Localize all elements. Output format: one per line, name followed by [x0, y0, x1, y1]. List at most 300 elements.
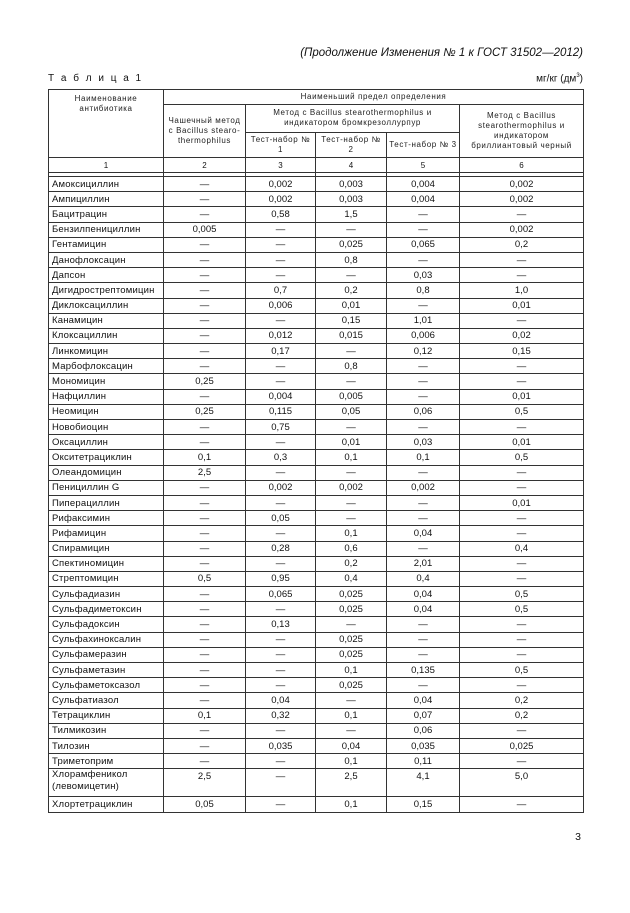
table-row	[49, 465, 584, 480]
limit-value-cell: —	[164, 738, 246, 753]
limit-value-cell: 0,13	[246, 617, 316, 632]
table-row	[49, 268, 584, 283]
antibiotic-name-cell: Хлорамфеникол (левомицетин)	[49, 769, 164, 797]
antibiotic-name-cell: Пенициллин G	[49, 480, 164, 495]
column-number: 3	[246, 158, 316, 173]
limit-value-cell: —	[246, 797, 316, 812]
table-row	[49, 177, 584, 192]
table-row	[49, 556, 584, 571]
limit-value-cell: —	[387, 617, 460, 632]
antibiotic-name-cell: Марбофлоксацин	[49, 359, 164, 374]
antibiotic-name-cell: Сульфаметазин	[49, 663, 164, 678]
antibiotic-name-cell: Бацитрацин	[49, 207, 164, 222]
table-row	[49, 435, 584, 450]
column-number: 1	[49, 158, 164, 173]
limit-value-cell: —	[387, 632, 460, 647]
limit-value-cell: 0,1	[387, 450, 460, 465]
limit-value-cell: —	[387, 495, 460, 510]
limit-value-cell: —	[164, 602, 246, 617]
limit-value-cell: —	[460, 313, 584, 328]
limit-value-cell: 0,04	[246, 693, 316, 708]
antibiotic-name-cell: Линкомицин	[49, 344, 164, 359]
limit-value-cell: 0,75	[246, 420, 316, 435]
antibiotic-name-cell: Олеандомицин	[49, 465, 164, 480]
limit-value-cell: —	[164, 192, 246, 207]
limit-value-cell: 0,003	[316, 192, 387, 207]
table-row	[49, 571, 584, 586]
limit-value-cell: —	[460, 480, 584, 495]
limit-value-cell: 0,06	[387, 404, 460, 419]
limit-value-cell: 0,004	[387, 177, 460, 192]
antibiotic-name-cell: Дапсон	[49, 268, 164, 283]
limit-value-cell: —	[246, 465, 316, 480]
column-number: 6	[460, 158, 584, 173]
antibiotic-name-cell: Дигидрострептомицин	[49, 283, 164, 298]
limit-value-cell: 0,04	[316, 738, 387, 753]
limit-value-cell: —	[246, 374, 316, 389]
limit-value-cell: —	[316, 374, 387, 389]
limit-value-cell: —	[164, 541, 246, 556]
limit-value-cell: 0,4	[316, 571, 387, 586]
limit-value-cell: 0,01	[460, 495, 584, 510]
limit-value-cell: 1,0	[460, 283, 584, 298]
limit-value-cell: —	[164, 344, 246, 359]
limit-value-cell: —	[164, 420, 246, 435]
limit-value-cell: 0,002	[460, 192, 584, 207]
antibiotic-name-cell: Неомицин	[49, 404, 164, 419]
limit-value-cell: 0,6	[316, 541, 387, 556]
table-row	[49, 420, 584, 435]
antibiotic-name-cell: Рифамицин	[49, 526, 164, 541]
limit-value-cell: —	[316, 465, 387, 480]
header-test-kit-2: Тест-набор № 2	[316, 133, 387, 158]
limit-value-cell: —	[316, 693, 387, 708]
limit-value-cell: —	[164, 617, 246, 632]
antibiotic-name-cell: Бензилпенициллин	[49, 222, 164, 237]
limit-value-cell: 1,01	[387, 313, 460, 328]
limit-value-cell: —	[164, 313, 246, 328]
limit-value-cell: —	[164, 328, 246, 343]
limit-value-cell: 0,15	[387, 797, 460, 812]
limit-value-cell: 0,5	[164, 571, 246, 586]
limit-value-cell: 0,065	[246, 587, 316, 602]
limit-value-cell: —	[246, 435, 316, 450]
limit-value-cell: 0,006	[387, 328, 460, 343]
limit-value-cell: 0,17	[246, 344, 316, 359]
table-row	[49, 678, 584, 693]
limit-value-cell: —	[246, 723, 316, 738]
limit-value-cell: —	[460, 723, 584, 738]
limit-value-cell: —	[246, 769, 316, 797]
limit-value-cell: 0,002	[460, 177, 584, 192]
limit-value-cell: 0,025	[316, 678, 387, 693]
table-row	[49, 404, 584, 419]
limit-value-cell: 0,1	[316, 663, 387, 678]
limit-value-cell: 0,04	[387, 602, 460, 617]
limit-value-cell: —	[460, 374, 584, 389]
limit-value-cell: 0,2	[316, 283, 387, 298]
limit-value-cell: 0,004	[387, 192, 460, 207]
limit-value-cell: —	[246, 602, 316, 617]
antibiotic-name-cell: Сульфамеразин	[49, 647, 164, 662]
limit-value-cell: 0,1	[316, 526, 387, 541]
limit-value-cell: 4,1	[387, 769, 460, 797]
limit-value-cell: —	[246, 632, 316, 647]
header-antibiotic-name: Наименование антибиотика	[49, 90, 164, 158]
limit-value-cell: —	[316, 511, 387, 526]
limit-value-cell: —	[164, 268, 246, 283]
limit-value-cell: 2,5	[164, 769, 246, 797]
limit-value-cell: —	[460, 526, 584, 541]
limit-value-cell: —	[460, 268, 584, 283]
limit-value-cell: 0,2	[460, 237, 584, 252]
limit-value-cell: 0,1	[316, 797, 387, 812]
limit-value-cell: —	[387, 647, 460, 662]
limit-value-cell: —	[164, 252, 246, 267]
limit-value-cell: 0,25	[164, 404, 246, 419]
limit-value-cell: —	[460, 511, 584, 526]
header-bcp-method: Метод с Bacillus stearothermophilus и индикатором бромкрезоллурпур	[246, 105, 460, 133]
limit-value-cell: 0,1	[316, 708, 387, 723]
table-row	[49, 632, 584, 647]
antibiotic-name-cell: Сульфахиноксалин	[49, 632, 164, 647]
antibiotic-name-cell: Канамицин	[49, 313, 164, 328]
antibiotic-name-cell: Спектиномицин	[49, 556, 164, 571]
limit-value-cell: 0,04	[387, 526, 460, 541]
limit-value-cell: —	[246, 647, 316, 662]
column-number: 4	[316, 158, 387, 173]
limit-value-cell: —	[246, 359, 316, 374]
antibiotic-name-cell: Клоксациллин	[49, 328, 164, 343]
limit-value-cell: 0,035	[246, 738, 316, 753]
limit-value-cell: —	[164, 359, 246, 374]
limit-value-cell: —	[164, 663, 246, 678]
antibiotic-name-cell: Сульфаметоксазол	[49, 678, 164, 693]
limit-value-cell: —	[246, 313, 316, 328]
table-row	[49, 389, 584, 404]
limit-value-cell: —	[246, 222, 316, 237]
limit-value-cell: —	[164, 556, 246, 571]
limit-value-cell: 0,4	[387, 571, 460, 586]
limit-value-cell: 0,7	[246, 283, 316, 298]
antibiotic-name-cell: Триметоприм	[49, 754, 164, 769]
limit-value-cell: 0,5	[460, 450, 584, 465]
limit-value-cell: 0,05	[246, 511, 316, 526]
table-row	[49, 222, 584, 237]
limit-value-cell: —	[460, 207, 584, 222]
limit-value-cell: —	[460, 797, 584, 812]
table-row	[49, 617, 584, 632]
limit-value-cell: 0,28	[246, 541, 316, 556]
limit-value-cell: —	[460, 420, 584, 435]
header-detection-limit: Наименьший предел определения	[164, 90, 584, 105]
limit-value-cell: —	[164, 632, 246, 647]
limit-value-cell: —	[164, 389, 246, 404]
limit-value-cell: 0,04	[387, 587, 460, 602]
limit-value-cell: 0,5	[460, 587, 584, 602]
limit-value-cell: —	[316, 222, 387, 237]
table-row	[49, 587, 584, 602]
header-test-kit-3: Тест-набор № 3	[387, 133, 460, 158]
limit-value-cell: 0,002	[246, 192, 316, 207]
limit-value-cell: —	[246, 526, 316, 541]
limit-value-cell: 0,115	[246, 404, 316, 419]
antibiotic-name-cell: Оксациллин	[49, 435, 164, 450]
units-label: мг/кг $(дм^3)$	[536, 73, 583, 85]
limit-value-cell: 0,025	[316, 237, 387, 252]
limit-value-cell: 0,58	[246, 207, 316, 222]
limit-value-cell: 0,01	[316, 435, 387, 450]
column-number: 5	[387, 158, 460, 173]
limit-value-cell: 0,05	[316, 404, 387, 419]
limit-value-cell: 5,0	[460, 769, 584, 797]
page-number: 3	[575, 831, 581, 843]
table-row	[49, 602, 584, 617]
antibiotic-name-cell: Новобиоцин	[49, 420, 164, 435]
limit-value-cell: 2,01	[387, 556, 460, 571]
limit-value-cell: —	[164, 435, 246, 450]
limit-value-cell: 0,2	[460, 693, 584, 708]
limit-value-cell: 0,002	[387, 480, 460, 495]
table-row	[49, 480, 584, 495]
limit-value-cell: —	[246, 663, 316, 678]
limit-value-cell: —	[387, 207, 460, 222]
limit-value-cell: —	[246, 252, 316, 267]
limit-value-cell: —	[387, 359, 460, 374]
limit-value-cell: —	[460, 556, 584, 571]
limit-value-cell: —	[164, 678, 246, 693]
limit-value-cell: 0,02	[460, 328, 584, 343]
antibiotic-name-cell: Спирамицин	[49, 541, 164, 556]
limit-value-cell: —	[246, 556, 316, 571]
limit-value-cell: 0,002	[316, 480, 387, 495]
table-row	[49, 192, 584, 207]
limit-value-cell: —	[164, 647, 246, 662]
table-row	[49, 207, 584, 222]
limit-value-cell: 0,065	[387, 237, 460, 252]
antibiotic-limits-table	[48, 89, 584, 813]
limit-value-cell: 0,3	[246, 450, 316, 465]
limit-value-cell: 0,01	[460, 435, 584, 450]
table-row	[49, 723, 584, 738]
limit-value-cell: 0,025	[316, 647, 387, 662]
limit-value-cell: 1,5	[316, 207, 387, 222]
antibiotic-name-cell: Стрептомицин	[49, 571, 164, 586]
limit-value-cell: —	[387, 420, 460, 435]
limit-value-cell: —	[164, 495, 246, 510]
antibiotic-name-cell: Тетрациклин	[49, 708, 164, 723]
antibiotic-name-cell: Мономицин	[49, 374, 164, 389]
limit-value-cell: —	[164, 237, 246, 252]
limit-value-cell: 0,15	[316, 313, 387, 328]
limit-value-cell: 0,1	[164, 708, 246, 723]
limit-value-cell: —	[316, 420, 387, 435]
limit-value-cell: —	[246, 754, 316, 769]
limit-value-cell: —	[246, 495, 316, 510]
limit-value-cell: —	[387, 465, 460, 480]
antibiotic-name-cell: Окситетрациклин	[49, 450, 164, 465]
table-row	[49, 797, 584, 812]
table-row	[49, 495, 584, 510]
table-row	[49, 526, 584, 541]
limit-value-cell: 0,01	[316, 298, 387, 313]
limit-value-cell: 0,11	[387, 754, 460, 769]
limit-value-cell: 0,12	[387, 344, 460, 359]
limit-value-cell: 0,01	[460, 298, 584, 313]
limit-value-cell: 0,002	[246, 177, 316, 192]
limit-value-cell: 0,32	[246, 708, 316, 723]
limit-value-cell: —	[460, 359, 584, 374]
limit-value-cell: 0,5	[460, 602, 584, 617]
table-title: Т а б л и ц а 1	[48, 73, 144, 84]
table-row	[49, 344, 584, 359]
column-number: 2	[164, 158, 246, 173]
table-row	[49, 252, 584, 267]
table-row	[49, 693, 584, 708]
antibiotic-name-cell: Диклоксациллин	[49, 298, 164, 313]
limit-value-cell: 0,2	[460, 708, 584, 723]
limit-value-cell: 0,07	[387, 708, 460, 723]
limit-value-cell: —	[387, 389, 460, 404]
limit-value-cell: 0,135	[387, 663, 460, 678]
limit-value-cell: 0,012	[246, 328, 316, 343]
limit-value-cell: 0,005	[164, 222, 246, 237]
limit-value-cell: —	[164, 693, 246, 708]
limit-value-cell: —	[164, 298, 246, 313]
limit-value-cell: —	[164, 177, 246, 192]
antibiotic-name-cell: Хлортетрациклин	[49, 797, 164, 812]
table-row	[49, 237, 584, 252]
limit-value-cell: —	[316, 344, 387, 359]
table-row	[49, 313, 584, 328]
antibiotic-name-cell: Сульфадиметоксин	[49, 602, 164, 617]
antibiotic-name-cell: Тилозин	[49, 738, 164, 753]
limit-value-cell: —	[246, 678, 316, 693]
antibiotic-name-cell: Сульфатиазол	[49, 693, 164, 708]
table-row	[49, 541, 584, 556]
table-row	[49, 450, 584, 465]
limit-value-cell: —	[387, 252, 460, 267]
column-number-row	[49, 158, 584, 173]
table-row	[49, 663, 584, 678]
limit-value-cell: —	[164, 587, 246, 602]
antibiotic-name-cell: Ампициллин	[49, 192, 164, 207]
limit-value-cell: —	[460, 678, 584, 693]
limit-value-cell: 0,025	[316, 602, 387, 617]
limit-value-cell: 0,95	[246, 571, 316, 586]
limit-value-cell: 0,2	[316, 556, 387, 571]
table-row	[49, 738, 584, 753]
limit-value-cell: 0,04	[387, 693, 460, 708]
limit-value-cell: —	[316, 723, 387, 738]
limit-value-cell: —	[460, 754, 584, 769]
limit-value-cell: —	[164, 283, 246, 298]
limit-value-cell: 0,1	[316, 450, 387, 465]
limit-value-cell: —	[316, 268, 387, 283]
limit-value-cell: —	[164, 526, 246, 541]
header-cup-method: Чашечный метод с Bacillus stearo-thermophilus	[164, 105, 246, 158]
table-row	[49, 647, 584, 662]
limit-value-cell: 0,03	[387, 268, 460, 283]
limit-value-cell: 0,025	[316, 632, 387, 647]
limit-value-cell: 0,8	[387, 283, 460, 298]
limit-value-cell: 0,5	[460, 404, 584, 419]
limit-value-cell: 0,8	[316, 252, 387, 267]
limit-value-cell: —	[460, 632, 584, 647]
limit-value-cell: —	[316, 495, 387, 510]
limit-value-cell: 2,5	[316, 769, 387, 797]
limit-value-cell: —	[387, 374, 460, 389]
table-row	[49, 298, 584, 313]
limit-value-cell: —	[460, 617, 584, 632]
table-row	[49, 283, 584, 298]
limit-value-cell: 0,003	[316, 177, 387, 192]
limit-value-cell: —	[387, 298, 460, 313]
limit-value-cell: —	[387, 511, 460, 526]
limit-value-cell: —	[387, 222, 460, 237]
limit-value-cell: —	[460, 465, 584, 480]
antibiotic-name-cell: Гентамицин	[49, 237, 164, 252]
limit-value-cell: 0,002	[460, 222, 584, 237]
table-row	[49, 359, 584, 374]
limit-value-cell: 0,5	[460, 663, 584, 678]
limit-value-cell: 0,004	[246, 389, 316, 404]
limit-value-cell: —	[246, 237, 316, 252]
limit-value-cell: 0,01	[460, 389, 584, 404]
table-row	[49, 328, 584, 343]
limit-value-cell: 0,025	[316, 587, 387, 602]
header-test-kit-1: Тест-набор № 1	[246, 133, 316, 158]
limit-value-cell: 0,015	[316, 328, 387, 343]
antibiotic-name-cell: Амоксициллин	[49, 177, 164, 192]
limit-value-cell: 0,1	[316, 754, 387, 769]
limit-value-cell: —	[164, 480, 246, 495]
antibiotic-name-cell: Тилмикозин	[49, 723, 164, 738]
limit-value-cell: 0,4	[460, 541, 584, 556]
limit-value-cell: —	[164, 754, 246, 769]
limit-value-cell: —	[460, 647, 584, 662]
limit-value-cell: 0,03	[387, 435, 460, 450]
table-row	[49, 511, 584, 526]
limit-value-cell: 0,025	[460, 738, 584, 753]
limit-value-cell: 0,1	[164, 450, 246, 465]
limit-value-cell: —	[164, 723, 246, 738]
limit-value-cell: —	[460, 571, 584, 586]
limit-value-cell: —	[164, 511, 246, 526]
limit-value-cell: 0,06	[387, 723, 460, 738]
limit-value-cell: 0,25	[164, 374, 246, 389]
limit-value-cell: —	[387, 678, 460, 693]
limit-value-cell: —	[164, 207, 246, 222]
antibiotic-name-cell: Сульфадоксин	[49, 617, 164, 632]
limit-value-cell: 0,002	[246, 480, 316, 495]
antibiotic-name-cell: Сульфадиазин	[49, 587, 164, 602]
limit-value-cell: 0,8	[316, 359, 387, 374]
limit-value-cell: 0,005	[316, 389, 387, 404]
header-brilliant-black-method: Метод с Bacillus stearothermophilus и индикатором бриллиантовый черный	[460, 105, 584, 158]
limit-value-cell: —	[460, 252, 584, 267]
antibiotic-name-cell: Нафциллин	[49, 389, 164, 404]
table-row	[49, 708, 584, 723]
limit-value-cell: —	[316, 617, 387, 632]
limit-value-cell: 0,15	[460, 344, 584, 359]
table-row	[49, 754, 584, 769]
limit-value-cell: 2,5	[164, 465, 246, 480]
limit-value-cell: —	[246, 268, 316, 283]
table-row	[49, 374, 584, 389]
limit-value-cell: 0,006	[246, 298, 316, 313]
limit-value-cell: —	[387, 541, 460, 556]
